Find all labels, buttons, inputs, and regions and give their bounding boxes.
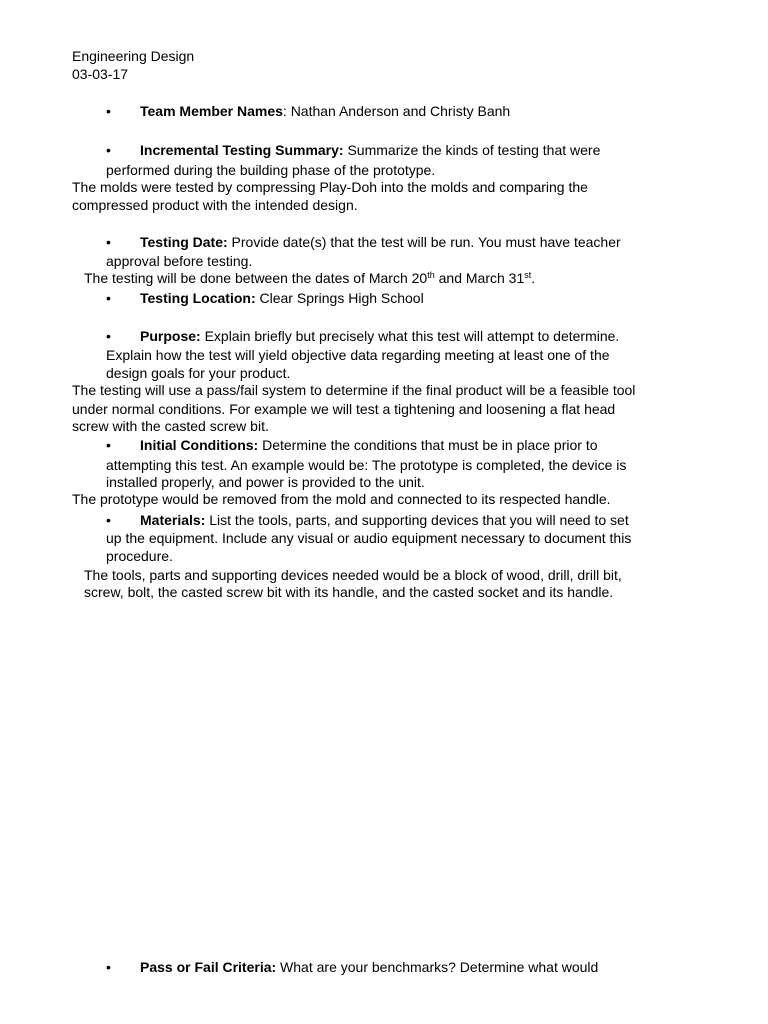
purpose-prompt-3: design goals for your product. [106,365,291,381]
testing-date-prompt-2: approval before testing. [106,253,253,269]
purpose-answer-1: The testing will use a pass/fail system to determine if the final product will be a feasible tool [72,382,636,398]
bullet-icon: • [106,328,111,344]
team-names: : Nathan Anderson and Christy Banh [282,103,511,119]
purpose-prompt-2: Explain how the test will yield objective data regarding meeting at least one of the [106,347,610,363]
incremental-answer-1: The molds were tested by compressing Play-Doh into the molds and comparing the [72,179,588,195]
bullet-icon: • [106,512,111,528]
materials-prompt-1: List the tools, parts, and supporting devices that you will need to set [205,512,629,528]
bullet-icon: • [106,142,111,158]
criteria-label: Pass or Fail Criteria: [140,959,277,975]
bullet-icon: • [106,437,111,453]
testing-date-prompt-1: Provide date(s) that the test will be run. You must have teacher [227,234,621,250]
testing-date-label: Testing Date: [140,234,228,250]
initial-answer-1: The prototype would be removed from the mold and connected to its respected handle. [72,491,611,507]
criteria-prompt-1: What are your benchmarks? Determine what would [276,959,599,975]
bullet-icon: • [106,290,111,306]
incremental-prompt-1: Summarize the kinds of testing that were [343,142,601,158]
purpose-prompt-1: Explain briefly but precisely what this test will attempt to determine. [200,328,620,344]
purpose-answer-3: screw with the casted screw bit. [72,418,269,434]
incremental-prompt-2: performed during the building phase of the prototype. [106,162,436,178]
materials-label: Materials: [140,512,206,528]
team-label: Team Member Names [140,103,283,119]
document-date: 03-03-17 [72,66,129,82]
initial-label: Initial Conditions: [140,437,259,453]
initial-prompt-2: attempting this test. An example would be: The prototype is completed, the device is [106,457,627,473]
incremental-label: Incremental Testing Summary: [140,142,344,158]
bullet-icon: • [106,234,111,250]
testing-date-answer: The testing will be done between the dates of March 20th and March 31st. [84,270,536,286]
bullet-icon: • [106,103,111,119]
location-label: Testing Location: [140,290,256,306]
materials-answer-2: screw, bolt, the casted screw bit with its handle, and the casted socket and its handle. [84,584,614,600]
purpose-label: Purpose: [140,328,201,344]
course-title: Engineering Design [72,48,195,64]
materials-prompt-2: up the equipment. Include any visual or audio equipment necessary to document this [106,530,632,546]
initial-prompt-3: installed properly, and power is provided to the unit. [106,474,425,490]
purpose-answer-2: under normal conditions. For example we will test a tightening and loosening a flat head [72,401,616,417]
location-text: Clear Springs High School [255,290,424,306]
materials-prompt-3: procedure. [106,548,173,564]
incremental-answer-2: compressed product with the intended design. [72,197,358,213]
bullet-icon: • [106,959,111,975]
materials-answer-1: The tools, parts and supporting devices needed would be a block of wood, drill, drill bit, [84,567,622,583]
initial-prompt-1: Determine the conditions that must be in place prior to [258,437,598,453]
